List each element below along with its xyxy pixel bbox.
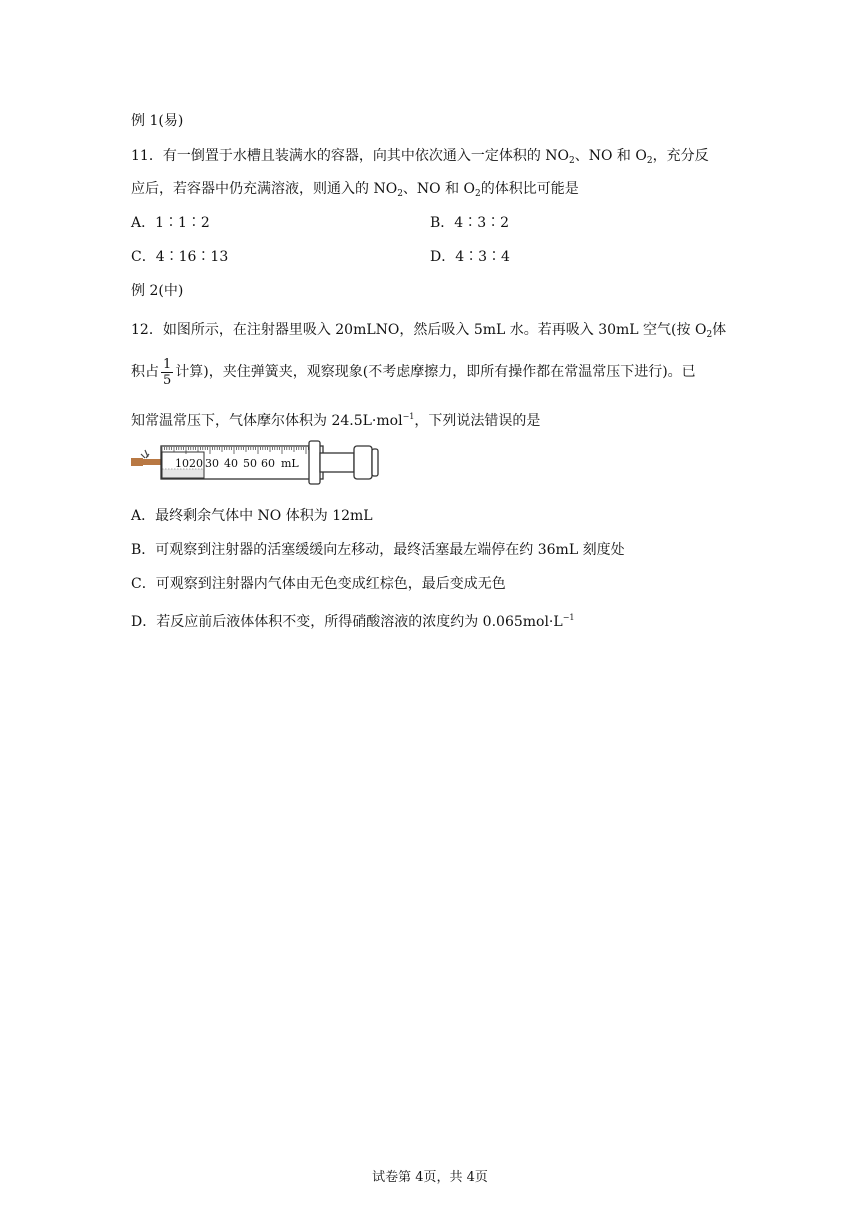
fraction: [161, 357, 173, 388]
plunger-handle: [354, 446, 372, 479]
example-1-label: 例 1(易): [131, 113, 184, 129]
q11-stem-line2: [131, 179, 579, 204]
q12-text: 计算)，夹住弹簧夹，观察现象(不考虑摩擦力，即所有操作都在常温常压下进行)。已: [175, 364, 696, 380]
plunger-thumb: [372, 449, 378, 476]
q11-stem-line1: [131, 146, 709, 171]
q12-stem-line2: [131, 354, 696, 390]
scale-label: 30: [205, 457, 219, 470]
q12-subscript: 2: [706, 330, 713, 340]
q12-stem-line3: [131, 407, 540, 431]
q12-text: 12．如图所示，在注射器里吸入 20mLNO，然后吸入 5mL 水。若再吸入 30mL 空气(按 O: [131, 322, 707, 338]
clip-spring-icon: [141, 450, 149, 458]
q12-option-c[interactable]: C．可观察到注射器内气体由无色变成红棕色，最后变成无色: [131, 576, 506, 592]
q11-text: 、NO 和 O: [402, 181, 476, 197]
scale-labels: [175, 457, 299, 470]
q12-text: 知常温常压下，气体摩尔体积为 24.5L·mol: [131, 413, 403, 429]
q12-option-d-superscript: −1: [562, 613, 575, 622]
scale-label: mL: [281, 457, 299, 470]
q11-option-c[interactable]: C．4∶16∶13: [131, 249, 229, 265]
q12-option-d-text: D．若反应前后液体体积不变，所得硝酸溶液的浓度约为 0.065mol·L: [131, 614, 563, 630]
q11-option-d[interactable]: D．4∶3∶4: [430, 249, 510, 265]
fraction-numerator: 1: [163, 356, 172, 372]
q12-superscript: −1: [402, 412, 415, 421]
q11-option-a[interactable]: A．1∶1∶2: [131, 215, 210, 231]
q11-subscript: 2: [397, 189, 403, 199]
q12-text: 积占: [131, 364, 159, 380]
scale-label: 40: [224, 457, 238, 470]
q11-text: 应后，若容器中仍充满溶液，则通入的 NO: [131, 181, 398, 197]
example-2-label: 例 2(中): [131, 283, 184, 299]
q11-text: ，充分反: [652, 148, 709, 164]
q11-text: 的体积比可能是: [480, 181, 579, 197]
page-footer: 试卷第 4页，共 4页: [372, 1170, 488, 1185]
water-region: [162, 469, 204, 478]
q12-stem-line1: [131, 320, 726, 345]
syringe-figure: [131, 440, 391, 486]
q11-subscript: 2: [475, 189, 481, 199]
q11-text: 、NO 和 O: [574, 148, 647, 164]
plunger-head: [309, 441, 320, 484]
q12-option-d[interactable]: [131, 608, 574, 632]
scale-label: 20: [189, 457, 203, 470]
scale-label: 50: [243, 457, 257, 470]
q11-option-b[interactable]: B．4∶3∶2: [430, 215, 510, 231]
scale-label: 10: [175, 457, 189, 470]
fraction-denominator: 5: [163, 372, 172, 388]
q12-text: ，下列说法错误的是: [414, 413, 541, 429]
q12-option-a[interactable]: A．最终剩余气体中 NO 体积为 12mL: [131, 508, 373, 524]
q11-text: 11．有一倒置于水槽且装满水的容器，向其中依次通入一定体积的 NO: [131, 148, 569, 164]
q12-option-b[interactable]: B．可观察到注射器的活塞缓缓向左移动，最终活塞最左端停在约 36mL 刻度处: [131, 542, 625, 558]
tube-icon: [143, 459, 161, 465]
scale-label: 60: [261, 457, 275, 470]
q12-text: 体: [712, 322, 727, 338]
plunger-rod: [320, 453, 354, 472]
spring-clip-icon: [131, 458, 143, 466]
q11-subscript: 2: [569, 156, 575, 166]
q11-subscript: 2: [646, 156, 653, 166]
